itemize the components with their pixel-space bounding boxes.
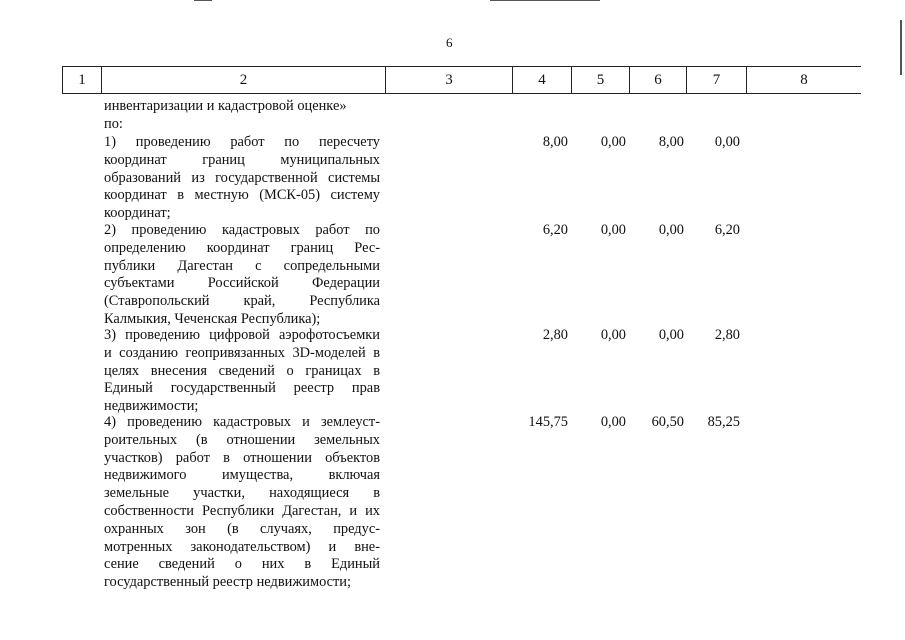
- text-line: и созданию геопривязанных 3D-моделей в: [104, 344, 380, 361]
- header-col-2: 2: [102, 67, 386, 94]
- value-col-6: 0,00: [658, 327, 684, 343]
- header-col-8: 8: [747, 67, 862, 94]
- value-col-4: 6,20: [542, 222, 568, 238]
- value-col-5: 0,00: [600, 134, 626, 150]
- text-line: роительных (в отношении земельных: [104, 431, 380, 448]
- value-col-7: 2,80: [714, 327, 740, 343]
- text-line: координат;: [104, 205, 171, 222]
- text-line: 4) проведению кадастровых и землеуст-: [104, 414, 380, 430]
- scan-mark-top-right: [490, 0, 600, 1]
- text-line: участков) работ в отношении объектов: [104, 449, 380, 466]
- text-line: собственности Республики Дагестан, и их: [104, 502, 380, 519]
- text-line: образований из государственной системы: [104, 169, 380, 186]
- value-col-6: 60,50: [651, 414, 684, 430]
- text-line: мотренных законодательством) и вне-: [104, 538, 380, 555]
- row-description: [104, 222, 380, 329]
- text-line: целях внесения сведений о границах в: [104, 362, 380, 379]
- value-col-7: 0,00: [714, 134, 740, 150]
- header-col-4: 4: [513, 67, 572, 94]
- header-col-3: 3: [386, 67, 513, 94]
- text-line: Калмыкия, Чеченская Республика);: [104, 310, 321, 327]
- text-line: недвижимого имущества, включая: [104, 467, 380, 484]
- text-line: координат в местную (МСК-05) систему: [104, 187, 380, 204]
- text-line: 3) проведению цифровой аэрофотосъемки: [104, 327, 380, 343]
- text-line: 2) проведению кадастровых работ по: [104, 222, 380, 238]
- text-line: (Ставропольский край, Республика: [104, 293, 380, 310]
- scan-mark-top-left: [194, 0, 212, 1]
- row-description: [104, 414, 380, 592]
- text-line: недвижимости;: [104, 398, 199, 415]
- value-col-4: 8,00: [542, 134, 568, 150]
- header-col-5: 5: [572, 67, 630, 94]
- text-line: охранных зон (в случаях, предус-: [104, 520, 380, 537]
- value-col-4: 2,80: [542, 327, 568, 343]
- text-line: координат границ муниципальных: [104, 151, 380, 168]
- text-line: государственный реестр недвижимости;: [104, 574, 352, 591]
- header-col-1: 1: [63, 67, 102, 94]
- value-col-6: 0,00: [658, 222, 684, 238]
- header-col-6: 6: [630, 67, 687, 94]
- intro-line: по:: [104, 115, 123, 132]
- text-line: 1) проведению работ по пересчету: [104, 134, 380, 150]
- page-number: 6: [446, 35, 453, 50]
- intro-line: инвентаризации и кадастровой оценке»: [104, 98, 347, 114]
- value-col-5: 0,00: [600, 414, 626, 430]
- text-line: Единый государственный реестр прав: [104, 380, 380, 397]
- value-col-5: 0,00: [600, 222, 626, 238]
- row-description: [104, 327, 380, 416]
- text-line: публики Дагестан с сопредельными: [104, 257, 380, 274]
- value-col-6: 8,00: [658, 134, 684, 150]
- intro-text: [104, 98, 380, 134]
- text-line: земельные участки, находящиеся в: [104, 485, 380, 502]
- scan-mark-right-edge: [900, 20, 902, 75]
- value-col-7: 85,25: [707, 414, 740, 430]
- value-col-7: 6,20: [714, 222, 740, 238]
- text-line: субъектами Российской Федерации: [104, 275, 380, 292]
- column-number-header: [62, 66, 861, 94]
- row-description: [104, 134, 380, 223]
- value-col-5: 0,00: [600, 327, 626, 343]
- value-col-4: 145,75: [528, 414, 568, 430]
- text-line: сение сведений о них в Единый: [104, 556, 380, 573]
- header-col-7: 7: [687, 67, 747, 94]
- text-line: определению координат границ Рес-: [104, 239, 380, 256]
